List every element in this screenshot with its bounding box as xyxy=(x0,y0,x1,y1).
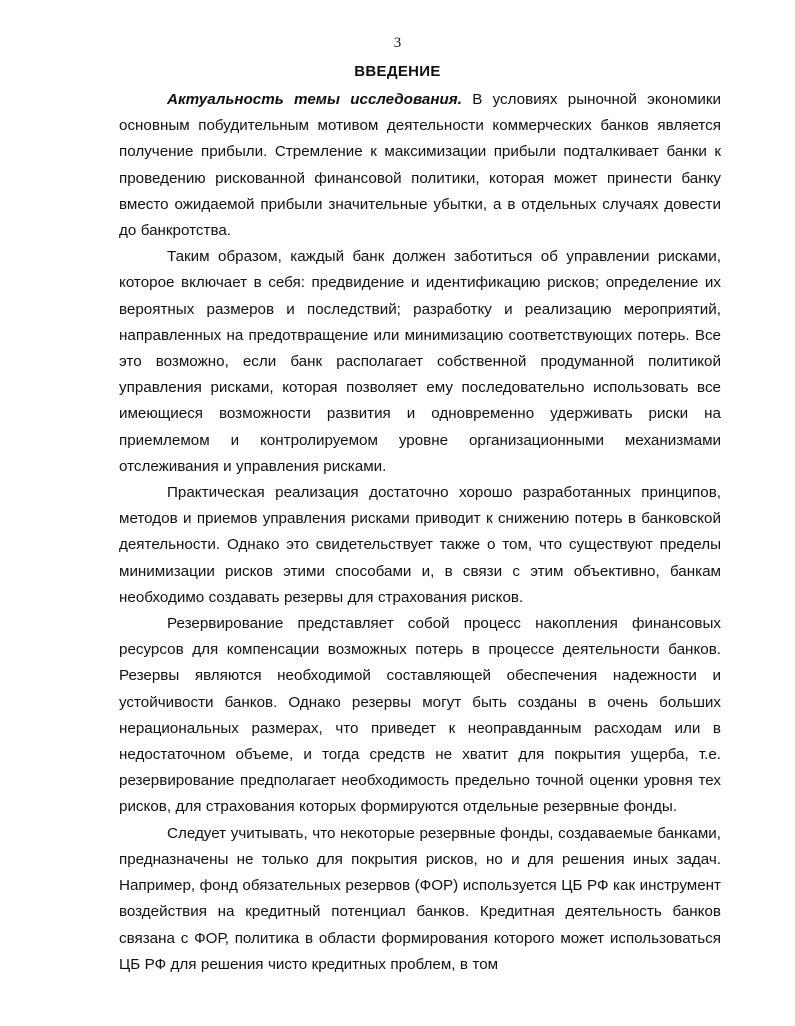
page-title: ВВЕДЕНИЕ xyxy=(354,63,441,80)
paragraph-relevance xyxy=(119,87,721,244)
paragraph-practical-implementation: Практическая реализация достаточно хорошо разработанных принципов, методов и приемов управления рисками приводит к снижению потерь в банковской деятельности. Однако это свидетельствует также о том, что существуют пределы минимизации рисков этими способами и, в связи с этим объективно, банкам необходимо создавать резервы для страхования рисков. xyxy=(119,484,721,606)
paragraph-lead-phrase: Актуальность темы исследования. xyxy=(167,91,462,108)
paragraph-reservation: Резервирование представляет собой процесс накопления финансовых ресурсов для компенсации возможных потерь в процессе деятельности банков. Резервы являются необходимой составляющей обеспечения надежности и устойчивости банков. Однако резервы могут быть созданы в очень больших нерациональных размерах, что приведет к неоправданным расходам или в недостаточном объеме, и тогда средств не хватит для покрытия ущерба, т.е. резервирование предполагает необходимость предельно точной оценки уровня тех рисков, для страхования которых формируются отдельные резервные фонды. xyxy=(119,615,721,816)
paragraph-risk-management: Таким образом, каждый банк должен заботиться об управлении рисками, которое включает в себя: предвидение и идентификацию рисков; определение их вероятных размеров и последствий; разработку и реализацию мероприятий, направленных на предотвращение или минимизацию соответствующих потерь. Все это возможно, если банк располагает собственной продуманной политикой управления рисками, которая позволяет ему последовательно использовать все имеющиеся возможности развития и одновременно удерживать риски на приемлемом и контролируемом уровне организационными механизмами отслеживания и управления рисками. xyxy=(119,248,721,475)
document-body xyxy=(119,87,721,978)
paragraph-text: В условиях рыночной экономики основным побудительным мотивом деятельности коммерческих банков является получение прибыли. Стремление к максимизации прибыли подталкивает банки к проведению рискованной финансовой политики, которая может принести банку вместо ожидаемой прибыли значительные убытки, а в отдельных случаях довести до банкротства. xyxy=(119,91,722,240)
page-number: 3 xyxy=(393,35,402,51)
paragraph-reserve-funds: Следует учитывать, что некоторые резервные фонды, создаваемые банками, предназначены не только для покрытия рисков, но и для решения иных задач. Например, фонд обязательных резервов (ФОР) используется ЦБ РФ как инструмент воздействия на кредитный потенциал банков. Кредитная деятельность банков связана с ФОР, политика в области формирования которого может использоваться ЦБ РФ для решения чисто кредитных проблем, в том xyxy=(119,824,721,973)
